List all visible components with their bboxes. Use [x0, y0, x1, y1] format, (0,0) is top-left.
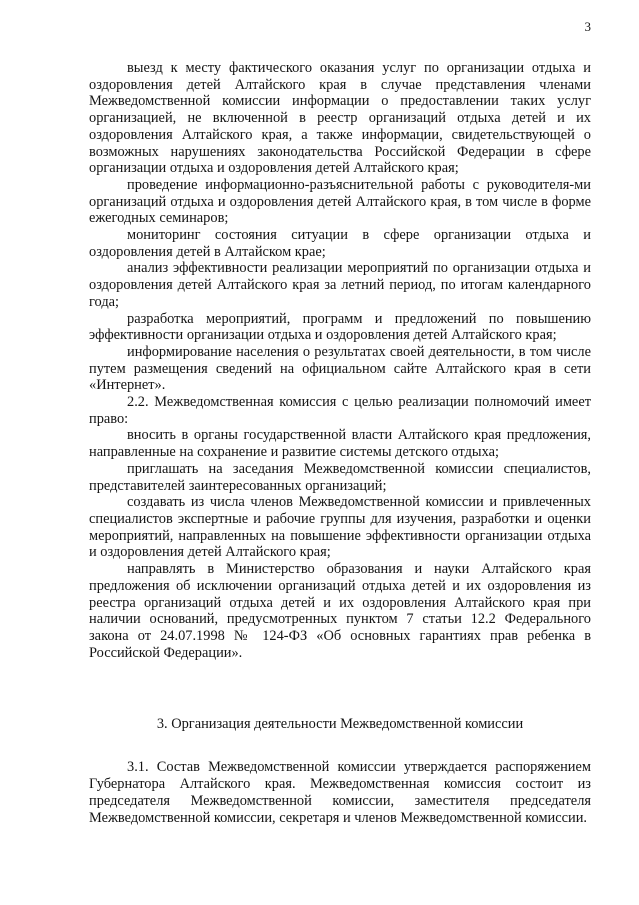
- paragraph: создавать из числа членов Межведомственной комиссии и привлеченных специалистов экспертные и рабочие группы для изучения, разработки и оценки мероприятий, направленных на повышение эффективности организации отдыха и оздоровления детей Алтайского края;: [89, 494, 591, 561]
- paragraph: приглашать на заседания Межведомственной комиссии специалистов, представителей заинтересованных организаций;: [89, 460, 591, 494]
- paragraph: выезд к месту фактического оказания услуг по организации отдыха и оздоровления детей Алтайского края в случае представления членами Межведомственной комиссии информации о предоставлении таких услуг организацией, не включенной в реестр организаций отдыха детей и их оздоровления Алтайского края, а также информации, свидетельствующей о возможных нарушениях законодательства Российской Федерации в сфере организации отдыха и оздоровления детей Алтайского края;: [89, 60, 591, 177]
- page-number: 3: [584, 19, 591, 34]
- paragraph: направлять в Министерство образования и науки Алтайского края предложения об исключении организаций отдыха детей и их оздоровления из реестра организаций отдыха детей и их оздоровления Алтайского края при наличии оснований, предусмотренных пунктом 7 статьи 12.2 Федерального закона от 24.07.1998 № 124-ФЗ «Об основных гарантиях прав ребенка в Российской Федерации».: [89, 561, 591, 661]
- paragraph: мониторинг состояния ситуации в сфере организации отдыха и оздоровления детей в Алтайском крае;: [89, 227, 591, 260]
- paragraph: вносить в органы государственной власти Алтайского края предложения, направленные на сохранение и развитие системы детского отдыха;: [89, 427, 591, 461]
- section-heading: 3. Организация деятельности Межведомственной комиссии: [156, 716, 524, 732]
- paragraph: анализ эффективности реализации мероприятий по организации отдыха и оздоровления детей Алтайского края за летний период, по итогам календарного года;: [89, 260, 591, 310]
- paragraph: проведение информационно-разъяснительной работы с руководителя-ми организаций отдыха и оздоровления детей Алтайского края, в том числе в форме ежегодных семинаров;: [89, 176, 591, 227]
- paragraph: 2.2. Межведомственная комиссия с целью реализации полномочий имеет право:: [89, 394, 591, 427]
- paragraph: информирование населения о результатах своей деятельности, в том числе путем размещения сведений на официальном сайте Алтайского края в сети «Интернет».: [89, 343, 591, 394]
- paragraph: разработка мероприятий, программ и предложений по повышению эффективности организации отдыха и оздоровления детей Алтайского края;: [89, 310, 591, 344]
- paragraph: 3.1. Состав Межведомственной комиссии утверждается распоряжением Губернатора Алтайского края. Межведомственная комиссия состоит из председателя Межведомственной комиссии, заместителя председателя Межведомственной комиссии, секретаря и членов Межведомственной комиссии.: [89, 759, 591, 826]
- section-body: [89, 759, 591, 827]
- document-body: [89, 60, 591, 661]
